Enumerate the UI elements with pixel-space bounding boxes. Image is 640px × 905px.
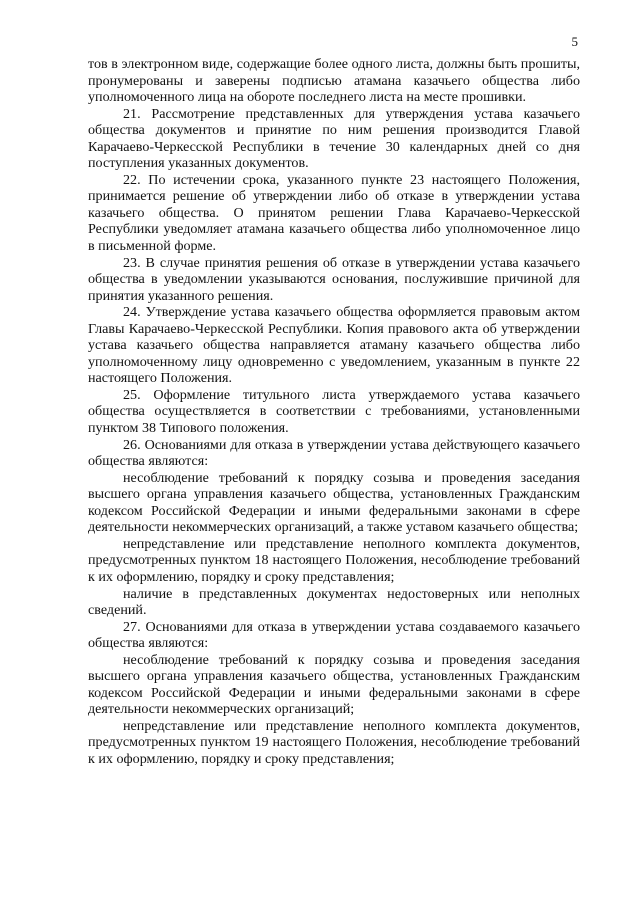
paragraph-26: 26. Основаниями для отказа в утверждении устава действующего казачьего общества являются: xyxy=(88,436,580,470)
paragraph-26-item-3: наличие в представленных документах недостоверных или неполных сведений. xyxy=(88,585,580,619)
paragraph-23: 23. В случае принятия решения об отказе в утверждении устава казачьего общества в уведомлении указываются основания, послужившие причиной для принятия указанного решения. xyxy=(88,254,580,304)
page-number: 5 xyxy=(571,34,578,49)
paragraph-27: 27. Основаниями для отказа в утверждении устава создаваемого казачьего общества являются: xyxy=(88,618,580,652)
paragraph-continuation: тов в электронном виде, содержащие более одного листа, должны быть прошиты, пронумерованы и заверены подписью атамана казачьего общества либо уполномоченного лица на обороте последнего листа на месте прошивки. xyxy=(88,56,580,106)
paragraph-25: 25. Оформление титульного листа утверждаемого устава казачьего общества осуществляется в соответствии с требованиями, установленными пунктом 38 Типового положения. xyxy=(88,386,580,437)
paragraph-22: 22. По истечении срока, указанного пункте 23 настоящего Положения, принимается решение об утверждении либо об отказе в утверждении устава казачьего общества. О принятом решении Глава Карачаево-Черкесской Республики уведомляет атамана казачьего общества либо уполномоченное лицо в письменной форме. xyxy=(88,171,580,255)
paragraph-27-item-2: непредставление или представление неполного комплекта документов, предусмотренных пунктом 19 настоящего Положения, несоблюдение требований к их оформлению, порядку и сроку представления; xyxy=(88,717,580,767)
document-body xyxy=(88,56,580,768)
paragraph-27-item-1: несоблюдение требований к порядку созыва и проведения заседания высшего органа управления казачьего общества, установленных Гражданским кодексом Российской Федерации и иными федеральными законами в сфере деятельности некоммерческих организаций; xyxy=(88,651,580,718)
paragraph-26-item-2: непредставление или представление неполного комплекта документов, предусмотренных пунктом 18 настоящего Положения, несоблюдение требований к их оформлению, порядку и сроку представления; xyxy=(88,535,580,585)
paragraph-26-item-1: несоблюдение требований к порядку созыва и проведения заседания высшего органа управления казачьего общества, установленных Гражданским кодексом Российской Федерации и иными федеральными законами в сфере деятельности некоммерческих организаций, а также уставом казачьего общества; xyxy=(88,469,580,536)
paragraph-24: 24. Утверждение устава казачьего общества оформляется правовым актом Главы Карачаево-Черкесской Республики. Копия правового акта об утверждении устава казачьего общества направляется атаману казачьего общества либо уполномоченному лицу одновременно с уведомлением, указанным в пункте 22 настоящего Положения. xyxy=(88,304,580,387)
paragraph-21: 21. Рассмотрение представленных для утверждения устава казачьего общества документов и принятие по ним решения производится Главой Карачаево-Черкесской Республики в течение 30 календарных дней со дня поступления указанных документов. xyxy=(88,105,580,172)
